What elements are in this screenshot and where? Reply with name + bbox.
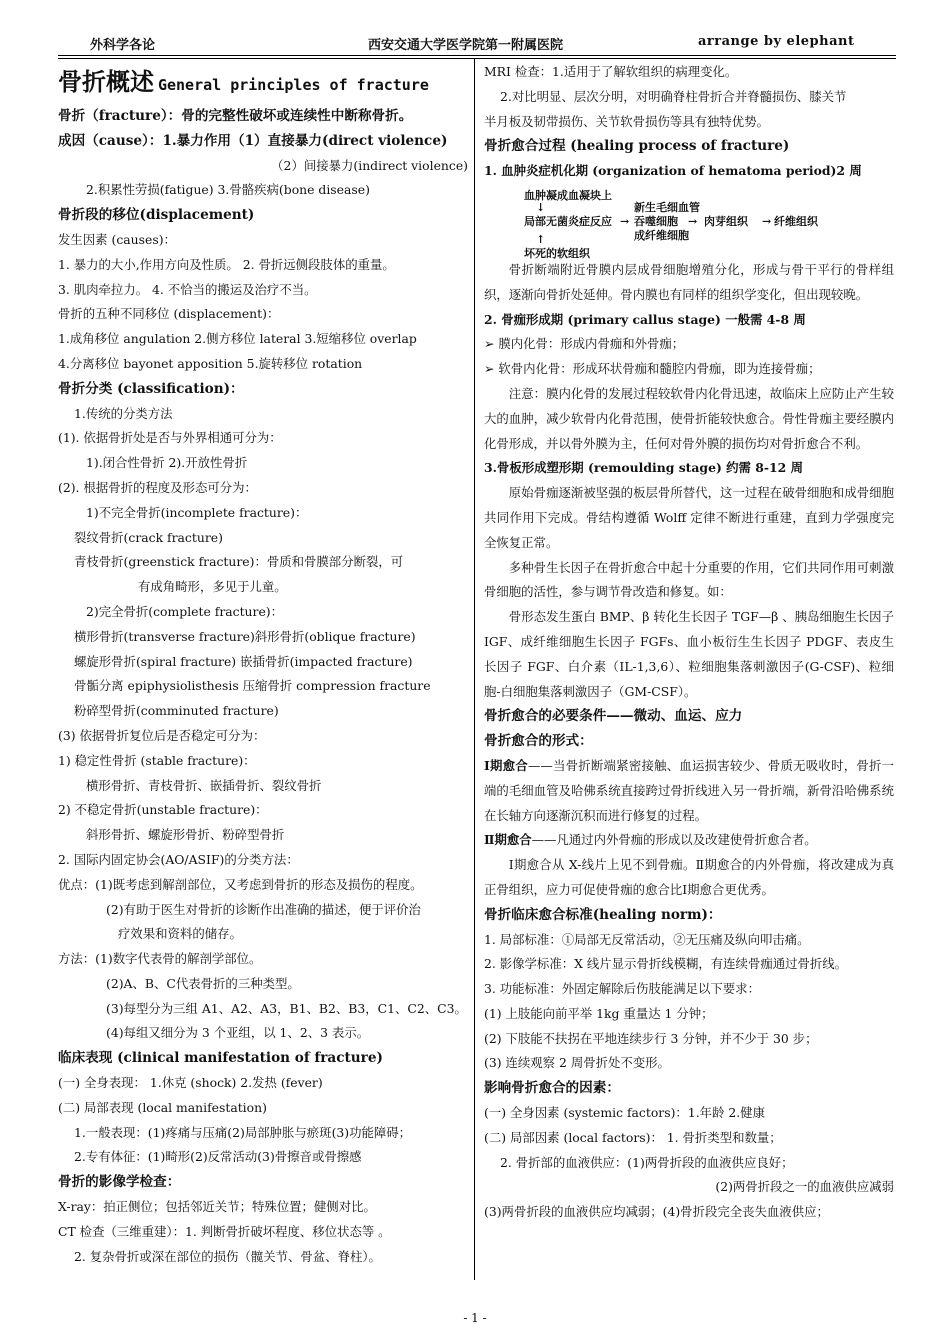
text-line: 方法：(1)数字代表骨的解剖学部位。 (58, 951, 262, 967)
heading-necessary-conditions: 骨折愈合的必要条件——微动、血运、应力 (484, 708, 743, 725)
text-line: 半月板及韧带损伤、关节软骨损伤等具有独特优势。 (484, 113, 769, 129)
para-secondary-healing (484, 828, 894, 853)
diagram-arrow-up: ↑ (536, 232, 546, 246)
header-left: 外科学各论 (90, 38, 156, 53)
text-line: 1)不完全骨折(incomplete fracture)： (86, 504, 308, 520)
text-line: 2) 不稳定骨折(unstable fracture)： (58, 802, 268, 818)
text-line: 斜形骨折、螺旋形骨折、粉碎型骨折 (86, 827, 285, 843)
diagram-capillary: 新生毛细血管 (634, 200, 700, 214)
text-line: 2. 骨痂形成期 (primary callus stage) 一般需 4-8 周 (484, 311, 806, 327)
diagram-phagocyte: 吞噬细胞 (634, 214, 678, 228)
text-line: (3) 连续观察 2 周骨折处不变形。 (484, 1055, 670, 1071)
diagram-fibroblast: 成纤维细胞 (634, 228, 689, 242)
text-line: 2. 骨折部的血液供应：(1)两骨折段的血液供应良好； (500, 1154, 794, 1170)
text-line: (4)每组又细分为 3 个亚组，以 1、2、3 表示。 (106, 1025, 370, 1041)
text-line: 1. 局部标准：①局部无反常活动，②无压痛及纵向叩击痛。 (484, 931, 810, 947)
text-line: 骨折临床愈合标准(healing norm)： (484, 906, 722, 923)
para-growth-factors: 多种骨生长因子在骨折愈合中起十分重要的作用，它们共同作用可刺激骨细胞的活性，参与调节骨改造和修复。如： (484, 559, 894, 600)
diagram-arrow-3: → (762, 214, 772, 228)
text-line: (二) 局部表现 (local manifestation) (58, 1099, 267, 1115)
text-line: ➢ 软骨内化骨：形成环状骨痂和髓腔内骨痂，即为连接骨痂； (484, 361, 821, 377)
text-line: (3) 依据骨折复位后是否稳定可分为： (58, 727, 266, 743)
text-line: 1.成角移位 angulation 2.侧方移位 lateral 3.短缩移位 overlap (58, 331, 417, 347)
text-line: (3)每型分为三组 A1、A2、A3，B1、B2、B3，C1、C2、C3。 (106, 1000, 467, 1016)
left-lines (58, 104, 468, 1269)
diagram-arrow-down: ↓ (536, 200, 546, 214)
text-line: 2.对比明显、层次分明，对明确脊柱骨折合并脊髓损伤、膝关节 (500, 88, 847, 104)
text-line: 1.传统的分类方法 (74, 405, 173, 421)
text-line: 螺旋形骨折(spiral fracture) 嵌插骨折(impacted fracture) (74, 653, 413, 669)
text-line: X-ray：拍正侧位；包括邻近关节；特殊位置；健侧对比。 (58, 1199, 376, 1215)
text-line: MRI 检查：1.适用于了解软组织的病理变化。 (484, 64, 738, 79)
text-line: 1. 暴力的大小,作用方向及性质。 2. 骨折远侧段肢体的重量。 (58, 256, 395, 272)
page-number: - 1 - (463, 1311, 487, 1325)
diagram-necrotic: 坏死的软组织 (524, 246, 590, 260)
para-callus-note: 注意：膜内化骨的发展过程较软骨内化骨迅速，故临床上应防止产生较大的血肿，减少软骨内化骨范围，使骨折能较快愈合。骨性骨痂主要经膜内化骨形成，并以骨外膜为主，任何对骨外膜的损伤均对骨折愈合不利。 (484, 385, 894, 451)
column-divider (474, 58, 475, 1280)
right-bottom-lines (484, 903, 894, 1225)
text-line: 横形骨折(transverse fracture)斜形骨折(oblique fracture) (74, 628, 416, 644)
text-line: 粉碎型骨折(comminuted fracture) (74, 703, 279, 719)
text-line: (2)A、B、C代表骨折的三种类型。 (106, 975, 300, 991)
text-line: 有成角畸形，多见于儿童。 (138, 579, 287, 595)
right-column (484, 60, 894, 1225)
secondary-healing-label: Ⅱ期愈合 (484, 832, 532, 848)
diagram-clot: 血肿凝成血凝块上 (524, 188, 612, 202)
healing-diagram (484, 184, 894, 258)
text-line: 3. 肌肉牵拉力。 4. 不恰当的搬运及治疗不当。 (58, 281, 317, 297)
text-line: 4.分离移位 bayonet apposition 5.旋转移位 rotation (58, 355, 363, 371)
header-rule-2 (58, 58, 896, 59)
para-remoulding: 原始骨痂逐渐被坚强的板层骨所替代，这一过程在破骨细胞和成骨细胞共同作用下完成。骨结构遵循 Wolff 定律不断进行重建，直到力学强度完全恢复正常。 (484, 485, 894, 550)
text-line: (2) 下肢能不扶拐在平地连续步行 3 分钟，并不少于 30 步； (484, 1030, 818, 1046)
text-line: 2. 影像学标准：X 线片显示骨折线模糊，有连续骨痂通过骨折线。 (484, 956, 848, 972)
text-line: 2. 复杂骨折或深在部位的损伤（髋关节、骨盆、脊柱）。 (74, 1248, 381, 1264)
text-line: 1. 血肿炎症机化期 (organization of hematoma period)2 周 (484, 163, 862, 179)
text-line: CT 检查（三维重建）：1. 判断骨折破坏程度、移位状态等 。 (58, 1223, 391, 1239)
page-header (0, 30, 950, 52)
primary-healing-label: Ⅰ期愈合 (484, 757, 528, 773)
text-line: 裂纹骨折(crack fracture) (74, 529, 223, 545)
diagram-arrow-2: → (688, 214, 698, 228)
text-line: 2. 国际内固定协会(AO/ASIF)的分类方法： (58, 851, 299, 867)
text-line: (一) 全身因素 (systemic factors)：1.年龄 2.健康 (484, 1105, 765, 1121)
text-line: (3)两骨折段的血液供应均减弱；(4)骨折段完全丧失血液供应； (484, 1204, 829, 1220)
text-line: 骨折愈合过程 (healing process of fracture) (484, 138, 790, 155)
diagram-arrow-1: → (620, 214, 630, 228)
text-line: 骨折（fracture）：骨的完整性破坏或连续性中断称骨折。 (58, 108, 413, 124)
text-line: (2)有助于医生对骨折的诊断作出准确的描述，便于评价治 (106, 901, 421, 917)
title-main: 骨折概述 (58, 67, 154, 96)
text-line: 骨折分类 (classification)： (58, 380, 244, 397)
para-hematoma: 骨折断端附近骨膜内层成骨细胞增殖分化，形成与骨干平行的骨样组织，逐渐向骨折处延伸。骨内膜也有同样的组织学变化，但出现较晚。 (484, 261, 894, 302)
text-line: ➢ 膜内化骨：形成内骨痂和外骨痂； (484, 336, 685, 352)
text-line: (2)两骨折段之一的血液供应减弱 (715, 1179, 894, 1195)
text-line: (1) 上肢能向前平举 1kg 重量达 1 分钟； (484, 1005, 714, 1021)
text-line: 青枝骨折(greenstick fracture)：骨质和骨膜部分断裂，可 (74, 554, 404, 570)
text-line: 2)完全骨折(complete fracture)： (86, 603, 284, 619)
text-line: (二) 局部因素 (local factors)： 1. 骨折类型和数量； (484, 1129, 782, 1145)
text-line: 1) 稳定性骨折 (stable fracture)： (58, 752, 256, 768)
text-line: 3. 功能标准：外固定解除后伤肢能满足以下要求： (484, 981, 760, 997)
para-primary-healing (484, 754, 894, 828)
diagram-fibrous: 纤维组织 (774, 214, 818, 228)
diagram-inflammation: 局部无菌炎症反应 (524, 214, 612, 228)
text-line: 骨骺分离 epiphysiolisthesis 压缩骨折 compression fracture (74, 678, 431, 694)
text-line: 骨折的影像学检查： (58, 1174, 181, 1191)
left-column (58, 60, 468, 1269)
text-line: 2.专有体征：(1)畸形(2)反常活动(3)骨擦音或骨擦感 (74, 1149, 362, 1165)
text-line: (1). 依据骨折处是否与外界相通可分为： (58, 430, 282, 446)
primary-healing-text: ——当骨折断端紧密接触、血运损害较少、骨质无吸收时，骨折一端的毛细血管及哈佛系统直接跨过骨折线进入另一骨折端，新骨沿哈佛系统在长轴方向逐渐沉积而进行修复的过程。 (484, 757, 894, 823)
right-mid-lines (484, 308, 894, 382)
diagram-granulation: 肉芽组织 (704, 214, 748, 228)
text-line: 骨折段的移位(displacement) (58, 207, 255, 224)
page-title (58, 60, 468, 104)
text-line: 影响骨折愈合的因素： (484, 1080, 620, 1097)
secondary-healing-text: ——凡通过内外骨痂的形成以及改建使骨折愈合者。 (531, 832, 817, 848)
text-line: 骨折的五种不同移位 (displacement)： (58, 306, 280, 322)
text-line: 1).闭合性骨折 2).开放性骨折 (86, 455, 248, 471)
header-rule-1 (58, 55, 896, 56)
text-line: (一) 全身表现： 1.休克 (shock) 2.发热 (fever) (58, 1075, 323, 1091)
para-healing-compare: Ⅰ期愈合从 X-线片上见不到骨痂。Ⅱ期愈合的内外骨痂，将改建成为真正骨组织，应力可促使骨痂的愈合比Ⅰ期愈合更优秀。 (484, 857, 894, 897)
text-line: 疗效果和资料的储存。 (118, 926, 242, 942)
text-line: 优点：(1)既考虑到解剖部位，又考虑到骨折的形态及损伤的程度。 (58, 876, 423, 892)
text-line: 横形骨折、青枝骨折、嵌插骨折、裂纹骨折 (86, 777, 322, 793)
text-line: 发生因素 (causes)： (58, 231, 176, 247)
title-sub: General principles of fracture (157, 76, 429, 94)
header-center: 西安交通大学医学院第一附属医院 (368, 38, 564, 53)
text-line: (2). 根据骨折的程度及形态可分为： (58, 479, 257, 495)
text-line: （2）间接暴力(indirect violence) (271, 157, 468, 173)
text-line: 1.一般表现：(1)疼痛与压痛(2)局部肿胀与瘀斑(3)功能障碍； (74, 1124, 412, 1140)
heading-remoulding: 3.骨板形成塑形期 (remoulding stage) 约需 8-12 周 (484, 460, 803, 476)
text-line: 2.积累性劳损(fatigue) 3.骨骼疾病(bone disease) (86, 182, 370, 198)
right-top-lines (484, 60, 894, 184)
text-line: 临床表现 (clinical manifestation of fracture) (58, 1050, 383, 1067)
heading-healing-forms: 骨折愈合的形式： (484, 733, 593, 750)
header-right: arrange by elephant (698, 34, 855, 49)
para-growth-factor-list: 骨形态发生蛋白 BMP、β 转化生长因子 TGF—β 、胰岛细胞生长因子 IGF、成纤维细胞生长因子 FGFs、血小板衍生生长因子 PDGF、表皮生长因子 FGF、白介素（IL-1,3,6）、粒细胞集落刺激因子(G-CSF)、粒细胞-白细胞集落刺激因子（GM-CSF）。 (484, 609, 894, 699)
text-line: 成因（cause）：1.暴力作用（1）直接暴力(direct violence) (58, 132, 448, 149)
